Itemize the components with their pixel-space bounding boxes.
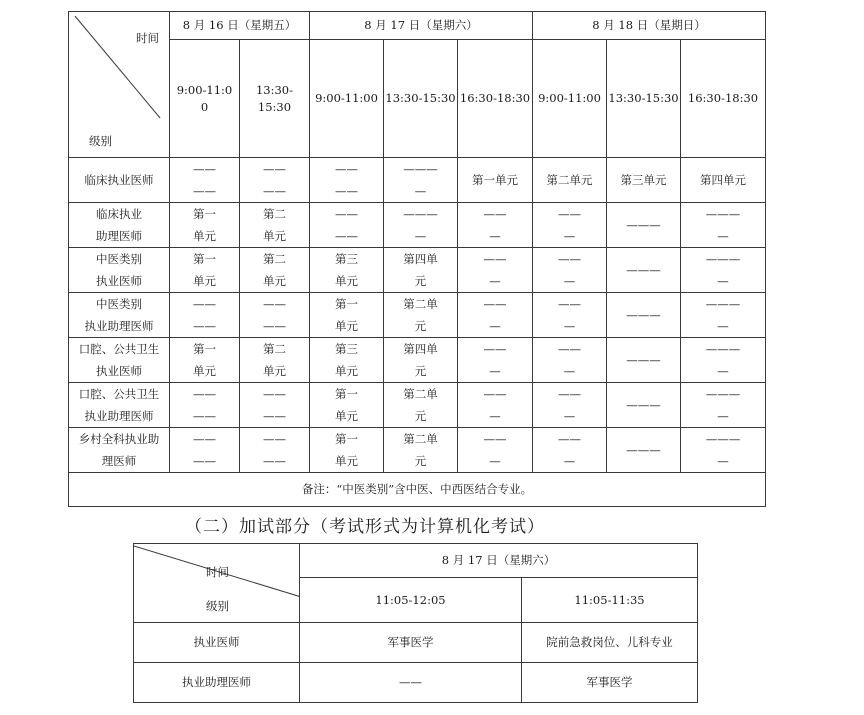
additional-exam-table [133, 543, 698, 703]
table-cell: 第二单 元 [384, 383, 458, 428]
table-cell: 第一 单元 [310, 428, 384, 473]
table-cell: 第四单 元 [384, 338, 458, 383]
time-slot: 11:05-12:05 [300, 578, 522, 623]
table-cell: 第一 单元 [170, 248, 240, 293]
table-cell: —— — [458, 338, 533, 383]
note-row [69, 473, 766, 507]
table-cell: ——— — [681, 248, 766, 293]
table-cell: 第二单元 [533, 158, 607, 203]
table-cell: ——— [607, 248, 681, 293]
time-slot: 9:00-11:0 0 [170, 40, 240, 158]
table-row [69, 203, 766, 248]
table-cell: ——— [607, 293, 681, 338]
table-cell: 第二 单元 [240, 203, 310, 248]
time-slot: 16:30-18:30 [681, 40, 766, 158]
row-label: 执业医师 [134, 623, 300, 663]
table-row [69, 158, 766, 203]
table-cell: 第三 单元 [310, 248, 384, 293]
corner-header [69, 12, 170, 158]
table-cell: —— —— [240, 428, 310, 473]
table-cell: 第二 单元 [240, 248, 310, 293]
time-slot: 9:00-11:00 [310, 40, 384, 158]
table-row [69, 248, 766, 293]
table-cell: ——— — [681, 203, 766, 248]
table-cell: —— —— [170, 158, 240, 203]
table-row [134, 663, 698, 703]
table-cell: 院前急救岗位、儿科专业 [522, 623, 698, 663]
table-cell: 第一 单元 [170, 338, 240, 383]
time-slot: 13:30-15:30 [384, 40, 458, 158]
table-cell: 第三 单元 [310, 338, 384, 383]
table-cell: —— —— [170, 293, 240, 338]
time-slot: 9:00-11:00 [533, 40, 607, 158]
row-label: 口腔、公共卫生 执业助理医师 [69, 383, 170, 428]
table-cell: 第三单元 [607, 158, 681, 203]
corner-time-label: 时间 [206, 565, 229, 579]
table-cell: 军事医学 [522, 663, 698, 703]
date-header: 8 月 16 日（星期五） [170, 12, 310, 40]
row-label: 执业助理医师 [134, 663, 300, 703]
table-cell: —— [300, 663, 522, 703]
row-label: 乡村全科执业助 理医师 [69, 428, 170, 473]
time-slot: 16:30-18:30 [458, 40, 533, 158]
corner-level-label: 级别 [89, 134, 112, 148]
row-label: 中医类别 执业助理医师 [69, 293, 170, 338]
table-cell: 第二单 元 [384, 428, 458, 473]
table-cell: —— — [533, 428, 607, 473]
time-slot: 13:30-15:30 [240, 40, 310, 158]
date-header: 8 月 18 日（星期日） [533, 12, 766, 40]
table-cell: —— — [458, 248, 533, 293]
table-cell: —— — [533, 293, 607, 338]
corner-header [134, 544, 300, 623]
table-cell: 第二单 元 [384, 293, 458, 338]
table-row [69, 383, 766, 428]
row-label: 临床执业医师 [69, 158, 170, 203]
date-header: 8 月 17 日（星期六） [300, 544, 698, 578]
table-cell: —— —— [240, 158, 310, 203]
section-title: （二）加试部分（考试形式为计算机化考试） [185, 517, 545, 537]
time-slot: 13:30-15:30 [607, 40, 681, 158]
table-cell: ——— — [384, 203, 458, 248]
time-slot: 11:05-11:35 [522, 578, 698, 623]
table-cell: —— —— [240, 383, 310, 428]
table-cell: —— — [458, 203, 533, 248]
table-cell: 第四单 元 [384, 248, 458, 293]
table-cell: —— — [458, 428, 533, 473]
table-cell: —— — [533, 383, 607, 428]
corner-level-label: 级别 [206, 599, 229, 613]
table-row [69, 428, 766, 473]
table-cell: ——— [607, 203, 681, 248]
table-cell: ——— — [681, 383, 766, 428]
table-cell: 第一 单元 [310, 383, 384, 428]
table-cell: ——— — [681, 293, 766, 338]
table-cell: —— — [533, 248, 607, 293]
table-cell: —— —— [170, 428, 240, 473]
corner-time-label: 时间 [136, 31, 159, 45]
table-cell: ——— [607, 428, 681, 473]
table-cell: 第二 单元 [240, 338, 310, 383]
table-cell: 第四单元 [681, 158, 766, 203]
table-cell: 第一 单元 [170, 203, 240, 248]
table-note: 备注：“中医类别”含中医、中西医结合专业。 [69, 473, 766, 507]
date-header: 8 月 17 日（星期六） [310, 12, 533, 40]
exam-schedule-table [68, 11, 766, 507]
table-row [69, 338, 766, 383]
table-cell: ——— [607, 383, 681, 428]
table-cell: —— —— [170, 383, 240, 428]
table-cell: —— — [458, 383, 533, 428]
table-cell: 军事医学 [300, 623, 522, 663]
table-cell: ——— — [681, 428, 766, 473]
table-cell: —— —— [310, 203, 384, 248]
table-cell: —— — [533, 338, 607, 383]
row-label: 中医类别 执业医师 [69, 248, 170, 293]
table-cell: 第一 单元 [310, 293, 384, 338]
table-cell: ——— [607, 338, 681, 383]
table-cell: —— — [458, 293, 533, 338]
table-cell: 第一单元 [458, 158, 533, 203]
row-label: 临床执业 助理医师 [69, 203, 170, 248]
row-label: 口腔、公共卫生 执业医师 [69, 338, 170, 383]
table-row [134, 623, 698, 663]
table-cell: ——— — [384, 158, 458, 203]
table-cell: —— —— [310, 158, 384, 203]
table-row [69, 293, 766, 338]
table-cell: ——— — [681, 338, 766, 383]
table-cell: —— — [533, 203, 607, 248]
table-cell: —— —— [240, 293, 310, 338]
